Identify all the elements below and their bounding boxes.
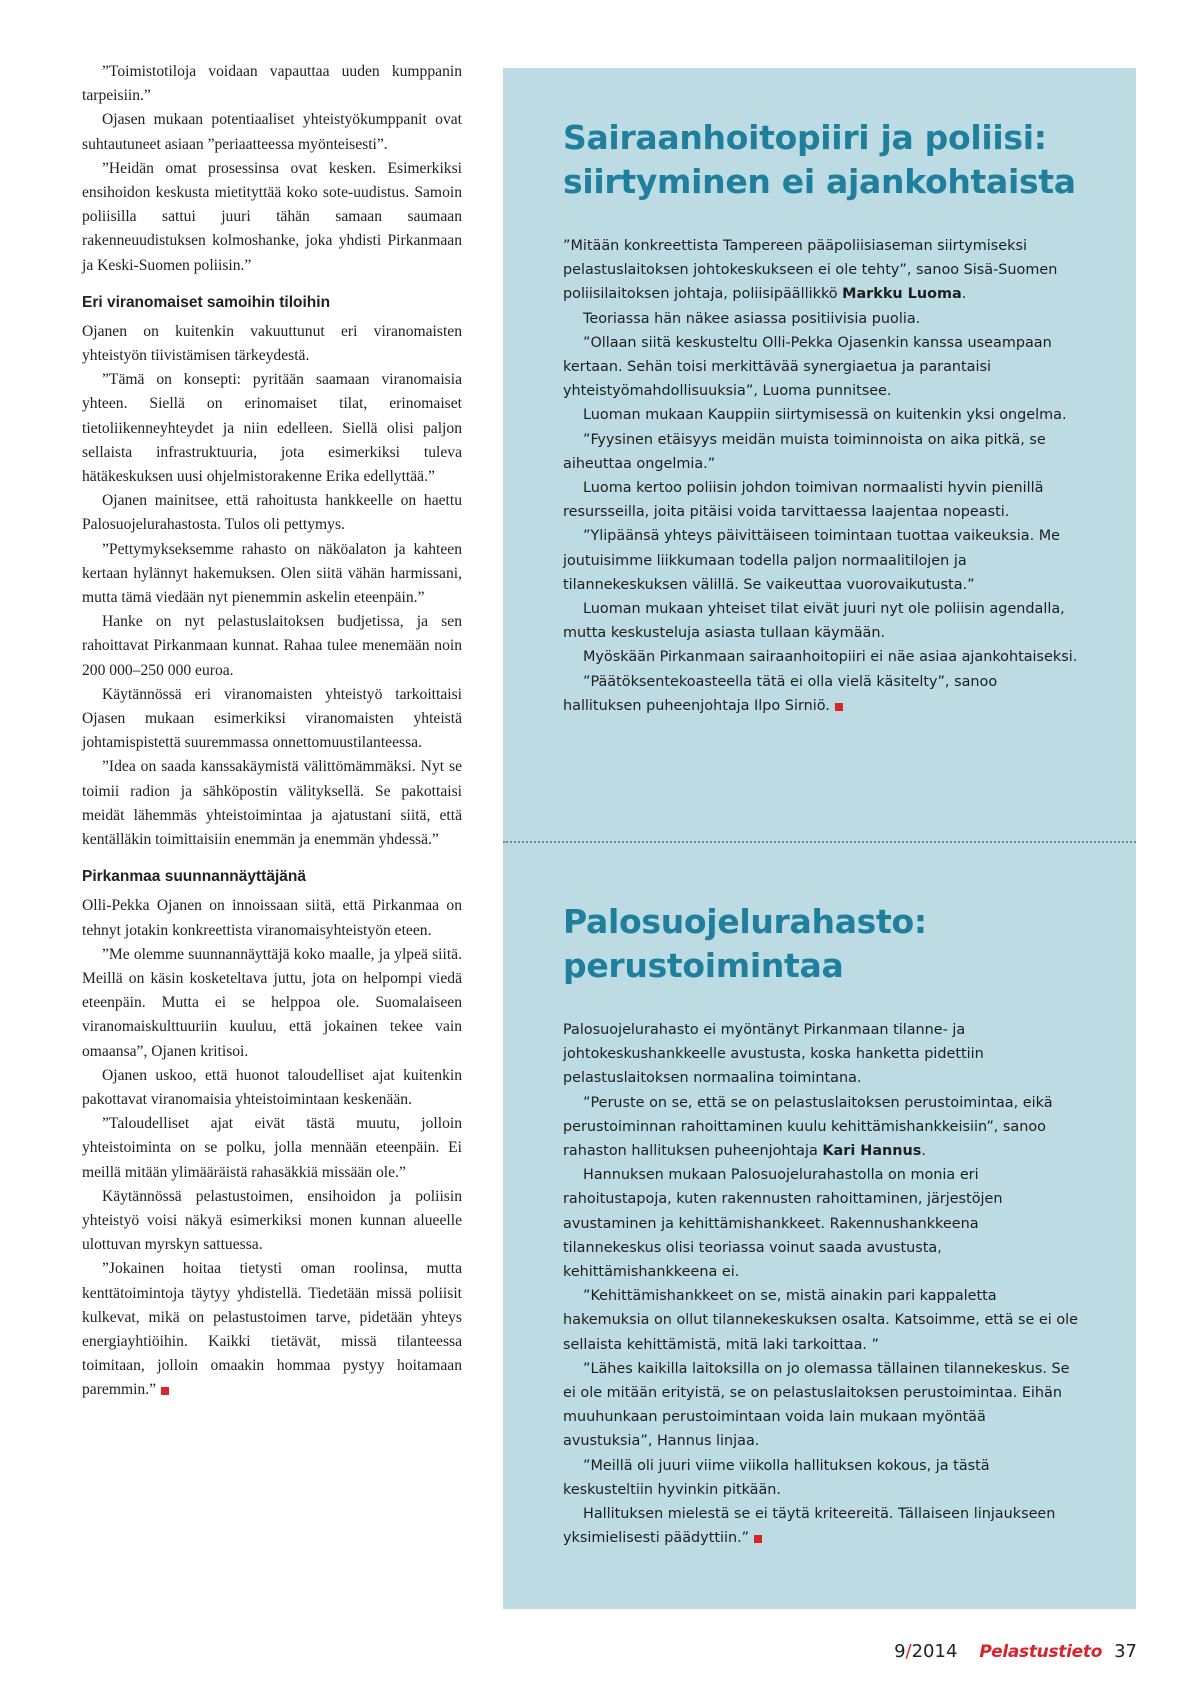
paragraph: Myöskään Pirkanmaan sairaanhoitopiiri ei näe asiaa ajankohtaiseksi. (583, 649, 1078, 666)
sidebar-story-fund (563, 900, 1078, 1550)
paragraph: ”Taloudelliset ajat eivät tästä muutu, jolloin yhteistoiminta on se polku, jolla mennään eteenpäin. Ei meillä mitään ylimääräistä rahasäkkiä missään ole.” (82, 1115, 462, 1181)
paragraph: Hanke on nyt pelastuslaitoksen budjetissa, ja sen rahoittavat Pirkanmaan kunnat. Rahaa tulee menemään noin 200 000–250 000 euroa. (82, 613, 462, 679)
paragraph: ”Ylipäänsä yhteys päivittäiseen toimintaan tuottaa vaikeuksia. Me joutuisimme liikkumaan todella paljon normaalitilojen ja tilannekeskuksen välillä. Se vaikeuttaa vuorovaikutusta.” (563, 528, 1061, 593)
paragraph: Luoman mukaan yhteiset tilat eivät juuri nyt ole poliisin agendalla, mutta keskusteluja asiasta tullaan käymään. (563, 601, 1065, 642)
page-footer (894, 1641, 1137, 1671)
paragraph: Palosuojelurahasto ei myöntänyt Pirkanmaan tilanne- ja johtokeskushankkeelle avustusta, koska hanketta pidettiin pelastuslaitoksen normaalina toimintana. (563, 1022, 984, 1087)
paragraph: ”Tämä on konsepti: pyritään saamaan viranomaisia yhteen. Siellä on erinomaiset tilat, erinomaiset tietoliikenneyhteydet ja niin edelleen. Siellä olisi paljon sellaista infrastruktuuria, jota esimerkiksi tuleva hätäkeskuksen uusi ohjelmistorakenne Erika edellyttää.” (82, 371, 462, 486)
paragraph: ”Ollaan siitä keskusteltu Olli-Pekka Ojasenkin kanssa useampaan kertaan. Sehän toisi merkittävää synergiaetua ja parantaisi yhteistyömahdollisuuksia”, Luoma punnitsee. (563, 334, 1052, 400)
paragraph: ”Meillä oli juuri viime viikolla hallituksen kokous, ja tästä keskusteltiin hyvinkin pitkään. (563, 1457, 990, 1498)
punctuation: . (961, 286, 967, 303)
sidebar-panel (503, 68, 1136, 1609)
paragraph: ”Me olemme suunnannäyttäjä koko maalle, ja ylpeä siitä. Meillä on käsin kosketeltava juttu, jota on helpompi viedä eteenpäin. Mutta ei se helppoa ole. Suomalaiseen viranomaiskulttuuriin kuuluu, että jokainen tekee vain omaansa”, Ojanen kritisoi. (82, 945, 462, 1060)
paragraph: Teoriassa hän näkee asiassa positiivisia puolia. (583, 310, 921, 327)
issue-num: 9 (894, 1641, 906, 1662)
paragraph: ”Lähes kaikilla laitoksilla on jo olemassa tällainen tilannekeskus. Se ei ole mitään erityistä, se on pelastuslaitoksen perustoimintaa. Eihän muuhunkaan perustoimintaan voida lain mukaan myöntää avustuksia”, Hannus linjaa. (563, 1360, 1070, 1450)
punctuation: . (921, 1143, 926, 1160)
paragraph (563, 670, 1078, 718)
paragraph: Ojanen mainitsee, että rahoitusta hankkeelle on haettu Palosuojelurahastosta. Tulos oli pettymys. (82, 492, 462, 534)
sidebar-title: Sairaanhoitopiiri ja poliisi: siirtyminen ei ajankohtaista (563, 118, 1076, 201)
subheading: Pirkanmaa suunnannäyttäjänä (82, 868, 306, 886)
paragraph: Käytännössä pelastustoimen, ensihoidon ja poliisin yhteistyö voisi näkyä esimerkiksi monen kunnan alueelle ulottuvan myrskyn sattuessa. (82, 1187, 462, 1254)
paragraph: ”Toimistotiloja voidaan vapauttaa uuden kumppanin tarpeisiin.” (82, 63, 462, 105)
paragraph (82, 1257, 462, 1402)
person-name: Markku Luoma (842, 286, 962, 303)
paragraph: ”Heidän omat prosessinsa ovat kesken. Esimerkiksi ensihoidon keskusta mietityttää koko sote-uudistus. Samoin poliisilla sattui juuri tähän samaan saumaan rakenneuudistuksen kolmoshanke, joka yhdisti Pirkanmaan ja Keski-Suomen poliisin.” (82, 159, 462, 274)
end-mark-icon (161, 1387, 169, 1395)
paragraph: Ojanen uskoo, että huonot taloudelliset ajat kuitenkin pakottavat viranomaisia yhteistoimintaan keskenään. (82, 1066, 462, 1108)
paragraph (563, 1502, 1078, 1550)
paragraph: Luoma kertoo poliisin johdon toimivan normaalisti hyvin pienillä resursseilla, joita pitäisi voida tarvittaessa laajentaa nopeasti. (563, 480, 1044, 521)
paragraph-text: ”Päätöksentekoasteella tätä ei olla vielä käsitelty”, sanoo hallituksen puheenjohtaja Ilpo Sirniö. (563, 673, 998, 714)
paragraph: Olli-Pekka Ojanen on innoissaan siitä, että Pirkanmaa on tehnyt jotakin konkreettista viranomaisyhteistyön eteen. (82, 897, 462, 939)
paragraph: Ojanen on kuitenkin vakuuttunut eri viranomaisten yhteistyön tiivistämisen tärkeydestä. (82, 322, 462, 365)
paragraph-text: ”Jokainen hoitaa tietysti oman roolinsa, mutta kenttätoimintoja täytyy yhdistellä. Tiedetään missä poliisit kulkevat, mikä on pelastustoimen tarve, pidetään yhteys energiayhtiöihin. Kaikki tietävät, missä tilanteessa toimitaan, jolloin omaakin hommaa pystyy hoitamaan paremmin.” (82, 1260, 462, 1399)
page-number: 37 (1114, 1641, 1137, 1662)
paragraph-text: ”Peruste on se, että se on pelastuslaitoksen perustoimintaa, eikä perustoiminnan rahoittaminen kuulu kehittämishankkeisiin”, sanoo rahaston hallituksen puheenjohtaja (563, 1094, 1053, 1160)
paragraph: ”Kehittämishankkeet on se, mistä ainakin pari kappaletta hakemuksia on ollut tilannekeskuksen osalta. Katsoimme, että se ei ole sellaista kehittämistä, mitä laki tarkoittaa. ” (563, 1288, 1078, 1353)
sidebar-title: Palosuojelurahasto: perustoimintaa (563, 902, 927, 985)
issue-slash: / (905, 1641, 912, 1662)
subheading: Eri viranomaiset samoihin tiloihin (82, 293, 331, 311)
paragraph-text: Hallituksen mielestä se ei täytä kriteereitä. Tällaiseen linjaukseen yksimielisesti päädyttiin.” (563, 1506, 1056, 1547)
paragraph: ”Pettymykseksemme rahasto on näköalaton ja kahteen kertaan hylännyt hakemuksen. Olen siitä vähän harmissani, mutta tämä viedään nyt pienemmin askelin eteenpäin.” (82, 540, 462, 607)
issue-number (894, 1641, 957, 1662)
end-mark-icon (835, 703, 843, 711)
person-name: Kari Hannus (822, 1143, 922, 1160)
paragraph (563, 1091, 1078, 1164)
dotted-divider (503, 841, 1136, 843)
paragraph (563, 234, 1078, 307)
magazine-logo: Pelastustieto (979, 1642, 1103, 1662)
paragraph-text: ”Mitään konkreettista Tampereen pääpoliisiaseman siirtymiseksi pelastuslaitoksen johtokeskukseen ei ole tehty”, sanoo Sisä-Suomen poliisilaitoksen johtaja, poliisipäällikkö (563, 238, 1058, 303)
paragraph: Luoman mukaan Kauppiin siirtymisessä on kuitenkin yksi ongelma. (583, 407, 1067, 424)
paragraph: Käytännössä eri viranomaisten yhteistyö tarkoittaisi Ojasen mukaan esimerkiksi viranomaisten yhteistä johtamispistettä suuremmassa onnettomuustilanteessa. (82, 685, 462, 752)
paragraph: Hannuksen mukaan Palosuojelurahastolla on monia eri rahoitustapoja, kuten rakennusten rahoittaminen, järjestöjen avustaminen ja kehittämishankkeet. Rakennushankkeena tilannekeskus olisi teoriassa voinut saada avustusta, kehittämishankkeena ei. (563, 1167, 1003, 1281)
sidebar-story-police (563, 116, 1078, 718)
issue-year: 2014 (911, 1641, 958, 1662)
end-mark-icon (754, 1535, 762, 1543)
paragraph: ”Fyysinen etäisyys meidän muista toiminnoista on aika pitkä, se aiheuttaa ongelmia.” (563, 431, 1046, 472)
article-main-column (82, 60, 462, 1403)
paragraph: ”Idea on saada kanssakäymistä välittömämmäksi. Nyt se toimii radion ja sähköpostin välityksellä. Se pakottaisi meidät lähemmäs yhteistoimintaa ja ajatustani siitä, että kentälläkin toimittaisiin enemmän ja enemmän yhdessä.” (82, 758, 462, 849)
paragraph: Ojasen mukaan potentiaaliset yhteistyökumppanit ovat suhtautuneet asiaan ”periaatteessa myönteisesti”. (82, 111, 462, 153)
